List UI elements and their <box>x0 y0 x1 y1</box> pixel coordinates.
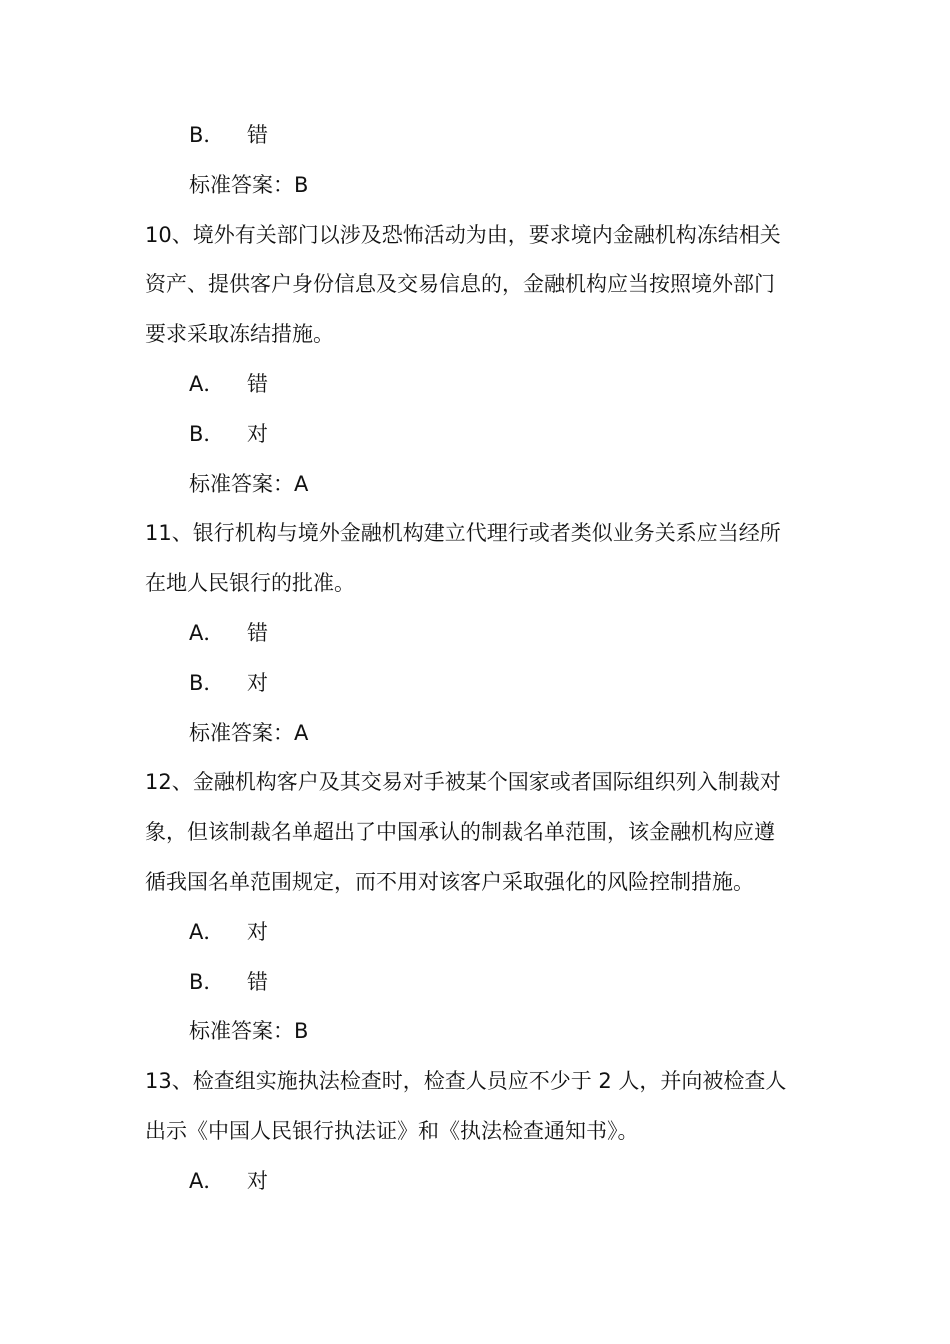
answer-option <box>189 1166 268 1196</box>
question-text-line: 出示《中国人民银行执法证》和《执法检查通知书》。 <box>145 1119 639 1143</box>
option-letter: B． <box>189 123 225 147</box>
answer-option <box>189 120 268 150</box>
answer-option <box>189 369 268 399</box>
option-text: 对 <box>247 670 268 695</box>
standard-answer: 标准答案：B <box>189 172 309 197</box>
question-text-line: 资产、提供客户身份信息及交易信息的，金融机构应当按照境外部门 <box>145 272 775 297</box>
option-text: 对 <box>247 1168 268 1193</box>
option-text: 对 <box>247 919 268 944</box>
standard-answer: 标准答案：B <box>189 1019 309 1044</box>
answer-option <box>189 917 268 947</box>
question-text-line: 要求采取冻结措施。 <box>145 322 334 347</box>
question-text-line: 循我国名单范围规定，而不用对该客户采取强化的风险控制措施。 <box>145 870 754 894</box>
standard-answer: 标准答案：A <box>189 720 309 745</box>
answer-option <box>189 668 268 698</box>
question-text-line: 象，但该制裁名单超出了中国承认的制裁名单范围，该金融机构应遵 <box>145 820 775 845</box>
answer-option <box>189 967 268 997</box>
answer-option <box>189 618 268 648</box>
option-text: 错 <box>247 123 268 147</box>
option-letter: A． <box>189 919 225 944</box>
option-text: 错 <box>247 621 268 645</box>
answer-option <box>189 419 268 449</box>
question-text-line: 12、金融机构客户及其交易对手被某个国家或者国际组织列入制裁对 <box>145 770 781 795</box>
question-text-line: 11、银行机构与境外金融机构建立代理行或者类似业务关系应当经所 <box>145 521 781 546</box>
question-text-line: 在地人民银行的批准。 <box>145 571 355 596</box>
option-text: 错 <box>247 969 268 994</box>
option-text: 错 <box>247 372 268 396</box>
question-text-line: 13、检查组实施执法检查时，检查人员应不少于 2 人，并向被检查人 <box>145 1069 787 1094</box>
option-letter: A． <box>189 1168 225 1193</box>
standard-answer: 标准答案：A <box>189 471 309 496</box>
option-letter: A． <box>189 621 225 645</box>
option-letter: B． <box>189 969 225 994</box>
option-text: 对 <box>247 421 268 446</box>
question-text-line: 10、境外有关部门以涉及恐怖活动为由，要求境内金融机构冻结相关 <box>145 222 781 247</box>
option-letter: B． <box>189 421 225 446</box>
option-letter: A． <box>189 372 225 396</box>
option-letter: B． <box>189 670 225 695</box>
